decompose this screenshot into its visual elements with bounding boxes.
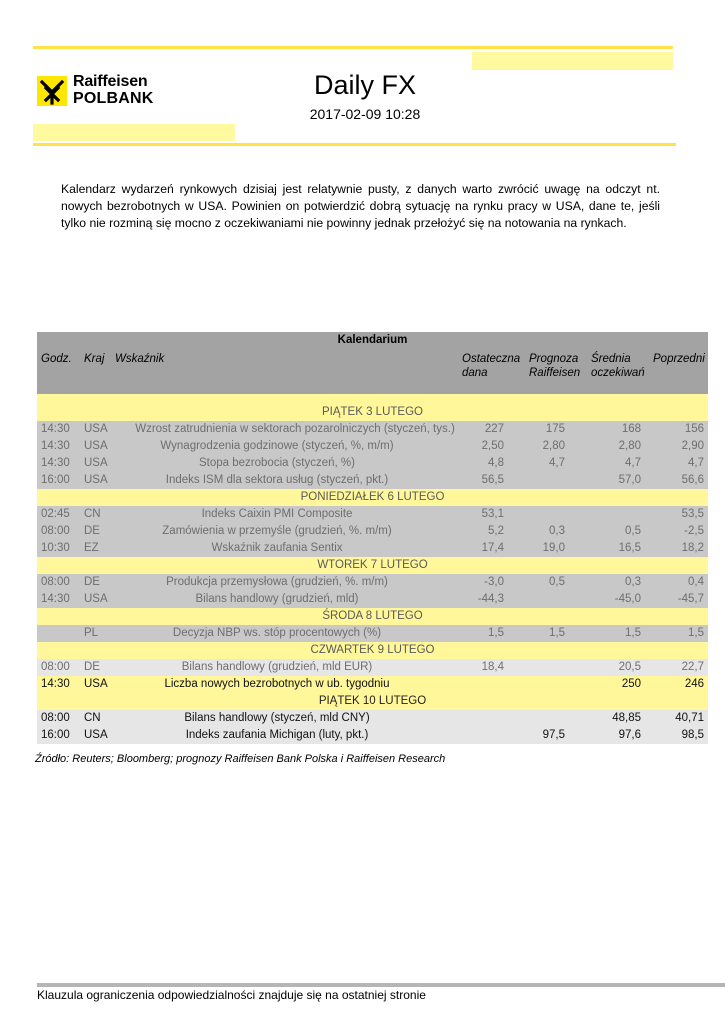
cell-country: USA [84,729,108,741]
day-label: WTOREK 7 LUTEGO [317,559,428,571]
cell-time: 08:00 [41,712,70,724]
cell-avg: 2,80 [618,440,641,452]
top-rule [33,46,673,49]
cell-indicator: Wzrost zatrudnienia w sektorach pozarolniczych (styczeń, tys.) [135,423,455,435]
left-yellow-band [33,124,235,141]
cell-last: 17,4 [481,542,504,554]
cell-indicator: Bilans handlowy (grudzień, mld EUR) [181,661,373,673]
col-header-forecast [529,352,580,380]
table-row [37,455,708,472]
cell-country: CN [84,712,101,724]
cell-prev: 156 [684,423,704,435]
cell-country: DE [84,661,100,673]
cell-avg: -45,0 [614,593,641,605]
cell-indicator: Indeks zaufania Michigan (luty, pkt.) [185,729,369,741]
col-header-avg [591,352,645,380]
cell-last: 56,5 [481,474,504,486]
cell-prev: 98,5 [681,729,704,741]
cell-prev: 22,7 [681,661,704,673]
page-title: Daily FX [313,70,416,100]
cell-forecast: 0,3 [549,525,565,537]
cell-country: USA [84,423,108,435]
day-header [37,642,708,659]
col-header-avg-line2: oczekiwań [591,367,645,379]
cell-time: 14:30 [41,423,70,435]
cell-prev: 53,5 [681,508,704,520]
cell-forecast: 0,5 [549,576,565,588]
cell-avg: 97,6 [618,729,641,741]
table-row [37,625,708,642]
table-row [37,421,708,438]
cell-time: 14:30 [41,593,70,605]
cell-forecast: 4,7 [549,457,565,469]
cell-country: USA [84,457,108,469]
calendar-table [37,332,708,744]
col-header-avg-line1: Średnia [591,353,631,365]
cell-avg: 168 [621,423,641,435]
cell-country: USA [84,593,108,605]
cell-prev: 40,71 [675,712,704,724]
cell-forecast: 97,5 [542,729,565,741]
cell-last: 53,1 [481,508,504,520]
source-note: Źródło: Reuters; Bloomberg; prognozy Raiffeisen Bank Polska i Raiffeisen Research [35,753,446,765]
cell-prev: -45,7 [677,593,704,605]
cell-time: 08:00 [41,576,70,588]
table-row [37,727,708,744]
cell-country: DE [84,525,100,537]
cell-time: 10:30 [41,542,70,554]
calendar-table-header [37,332,708,394]
cell-prev: 4,7 [688,457,704,469]
table-row [37,591,708,608]
day-header [37,693,708,710]
cell-country: DE [84,576,100,588]
cell-indicator: Decyzja NBP ws. stóp procentowych (%) [172,627,382,639]
cell-time: 16:00 [41,729,70,741]
day-label: PIĄTEK 10 LUTEGO [318,695,427,707]
raiffeisen-logo [37,73,157,111]
cell-time: 08:00 [41,661,70,673]
footer-rule [37,983,725,987]
cell-prev: 56,6 [681,474,704,486]
table-row [37,506,708,523]
col-header-last-line1: Ostateczna [462,353,521,365]
cell-last: 2,50 [481,440,504,452]
day-header [37,557,708,574]
disclaimer-footer: Klauzula ograniczenia odpowiedzialności znajduje się na ostatniej stronie [37,988,426,1002]
cell-avg: 4,7 [625,457,641,469]
cell-avg: 16,5 [618,542,641,554]
cell-last: 1,5 [488,627,504,639]
cell-country: USA [84,678,108,690]
cell-time: 16:00 [41,474,70,486]
col-header-forecast-line1: Prognoza [529,353,579,365]
cell-last: -44,3 [477,593,504,605]
cell-country: EZ [84,542,99,554]
cell-prev: -2,5 [684,525,704,537]
cell-avg: 0,5 [625,525,641,537]
cell-avg: 48,85 [612,712,641,724]
cell-country: CN [84,508,101,520]
cell-last: 4,8 [488,457,504,469]
cell-last: -3,0 [484,576,504,588]
col-header-time: Godz. [41,353,72,365]
col-header-forecast-line2: Raiffeisen [529,367,581,379]
cell-prev: 18,2 [681,542,704,554]
cell-indicator: Wynagrodzenia godzinowe (styczeń, %, m/m) [160,440,394,452]
table-caption: Kalendarium [337,334,408,346]
cell-last: 227 [484,423,504,435]
cell-avg: 20,5 [618,661,641,673]
table-row [37,676,708,693]
logo-line2: POLBANK [73,90,154,107]
cell-avg: 0,3 [625,576,641,588]
cell-time: 08:00 [41,525,70,537]
logo-line1: Raiffeisen [73,73,148,90]
cell-forecast: 1,5 [549,627,565,639]
cell-prev: 246 [684,678,704,690]
col-header-indicator: Wskaźnik [115,353,165,365]
cell-indicator: Bilans handlowy (grudzień, mld) [195,593,359,605]
table-row [37,523,708,540]
cell-forecast: 19,0 [542,542,565,554]
day-label: ŚRODA 8 LUTEGO [322,610,423,622]
cell-avg: 250 [621,678,641,690]
raiffeisen-gable-cross-icon [37,76,67,106]
cell-indicator: Indeks ISM dla sektora usług (styczeń, pkt.) [165,474,389,486]
table-row [37,438,708,455]
cell-prev: 0,4 [688,576,704,588]
day-header [37,404,708,421]
report-datetime: 2017-02-09 10:28 [309,106,421,122]
cell-prev: 1,5 [688,627,704,639]
cell-time: 14:30 [41,678,70,690]
cell-time: 02:45 [41,508,70,520]
table-spacer [37,394,708,404]
cell-prev: 2,90 [681,440,704,452]
col-header-country: Kraj [84,353,105,365]
cell-last: 18,4 [481,661,504,673]
day-header [37,489,708,506]
day-header [37,608,708,625]
top-right-yellow-band [472,52,673,70]
intro-paragraph: Kalendarz wydarzeń rynkowych dzisiaj jest relatywnie pusty, z danych warto zwrócić uwagę na odczyt nt. nowych bezrobotnych w USA. Powinien on potwierdzić dobrą sytuację na rynku pracy w USA, dane te, jeśli tylko nie rozminą się mocno z oczekiwaniami nie powinny jednak przełożyć się na notowania na rynkach. [61,182,660,230]
cell-country: USA [84,474,108,486]
cell-time: 14:30 [41,440,70,452]
col-header-prev: Poprzedni [653,353,705,365]
table-row [37,710,708,727]
cell-indicator: Indeks Caixin PMI Composite [201,508,353,520]
cell-avg: 57,0 [618,474,641,486]
header-bottom-rule [33,143,676,146]
cell-time: 14:30 [41,457,70,469]
cell-indicator: Wskaźnik zaufania Sentix [211,542,343,554]
cell-indicator: Bilans handlowy (styczeń, mld CNY) [184,712,370,724]
cell-forecast: 175 [545,423,565,435]
day-label: CZWARTEK 9 LUTEGO [310,644,435,656]
cell-last: 5,2 [488,525,504,537]
cell-indicator: Liczba nowych bezrobotnych w ub. tygodniu [164,678,390,690]
cell-indicator: Stopa bezrobocia (styczeń, %) [199,457,355,469]
cell-country: PL [84,627,99,639]
table-row [37,574,708,591]
cell-indicator: Zamówienia w przemyśle (grudzień, %. m/m) [162,525,392,537]
day-label: PONIEDZIAŁEK 6 LUTEGO [300,491,445,503]
cell-indicator: Produkcja przemysłowa (grudzień, %. m/m) [166,576,388,588]
col-header-last-line2: dana [462,367,488,379]
col-header-last [462,352,520,380]
table-row [37,472,708,489]
cell-forecast: 2,80 [542,440,565,452]
cell-country: USA [84,440,108,452]
table-row [37,540,708,557]
day-label: PIĄTEK 3 LUTEGO [322,406,423,418]
table-row [37,659,708,676]
cell-avg: 1,5 [625,627,641,639]
